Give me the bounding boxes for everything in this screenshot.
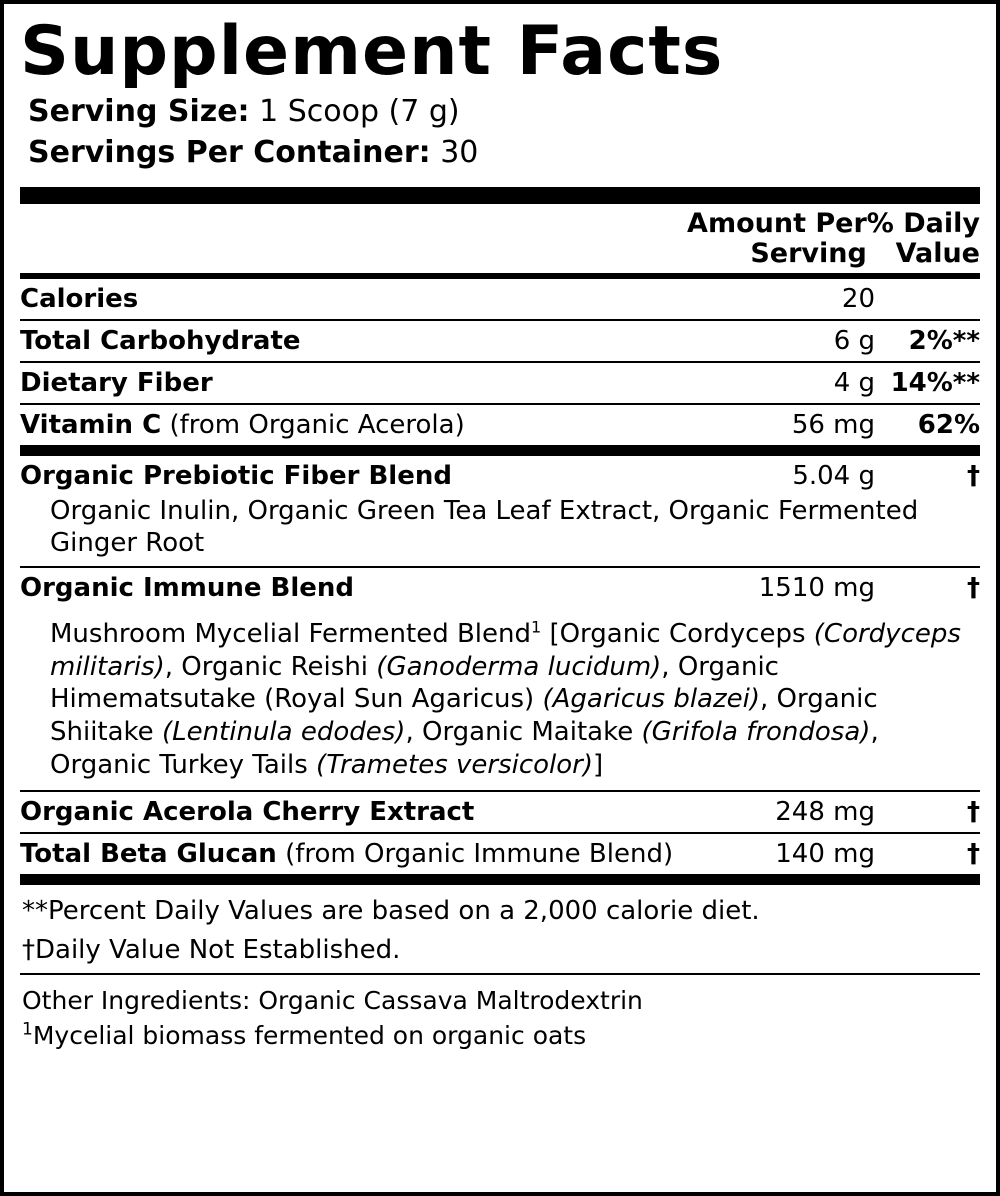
table-row: [20, 405, 980, 445]
row-prebiotic-blend-amount: 5.04 g: [792, 461, 875, 492]
row-total-carbohydrate-amount: 6 g: [833, 326, 875, 357]
servings-per-container-label: Servings Per Container:: [28, 134, 431, 170]
row-dietary-fiber-amount: 4 g: [833, 368, 875, 399]
row-prebiotic-blend-name: Organic Prebiotic Fiber Blend: [20, 461, 452, 492]
divider-thick-blends: [20, 445, 980, 456]
vitamin-c-label: Vitamin C: [20, 410, 162, 441]
header-spacer: [20, 204, 687, 273]
row-immune-blend-name: Organic Immune Blend: [20, 572, 355, 603]
row-acerola-amount: 248 mg: [775, 796, 875, 827]
beta-glucan-source: (from Organic Immune Blend): [285, 838, 674, 869]
beta-glucan-label: Total Beta Glucan: [20, 838, 277, 869]
row-acerola-dv: †: [967, 796, 980, 827]
table-row: [20, 834, 980, 874]
page-title: Supplement Facts: [20, 12, 724, 91]
immune-blend-description: [20, 608, 980, 790]
other-ingredients: Other Ingredients: Organic Cassava Maltrodextrin: [22, 986, 643, 1016]
row-beta-glucan-name: [20, 834, 700, 874]
calories-table: [20, 279, 980, 319]
acerola-table: [20, 792, 980, 832]
serving-size-label: Serving Size:: [28, 94, 250, 129]
header-daily-value: % Daily Value: [866, 208, 980, 269]
vitamin-c-table: [20, 405, 980, 445]
header-amount-per-serving: Amount Per Serving: [687, 208, 867, 269]
servings-per-container-value: 30: [440, 134, 479, 170]
row-total-carbohydrate-name: Total Carbohydrate: [20, 326, 301, 357]
row-calories-dv: [875, 279, 980, 319]
divider-thick-top: [20, 187, 980, 204]
mycelial-note: [20, 1018, 980, 1053]
row-vitamin-c-name: [20, 405, 700, 445]
immune-blend-description-body: [Organic Cordyceps (Cordyceps militaris), Organic Reishi (Ganoderma lucidum), Organic Himematsutake (Royal Sun Agaricus) (Agaricus blazei), Organic Shiitake (Lentinula edodes), Organic Maitake (Grifola frondosa), Organic Turkey Tails (Trametes versicolor)]: [50, 618, 961, 780]
row-immune-blend-dv: †: [967, 572, 980, 603]
row-immune-blend-amount: 1510 mg: [758, 572, 875, 603]
row-beta-glucan-dv: †: [967, 838, 980, 869]
mycelial-note-text: Mycelial biomass fermented on organic oats: [32, 1020, 587, 1050]
row-vitamin-c-dv: 62%: [917, 410, 980, 441]
immune-blend-table: [20, 568, 980, 608]
row-vitamin-c-amount: 56 mg: [791, 410, 875, 441]
serving-size-value: 1 Scoop (7 g): [259, 94, 460, 129]
row-dietary-fiber-dv: 14%**: [890, 368, 980, 399]
row-acerola-name: Organic Acerola Cherry Extract: [20, 796, 475, 827]
row-calories-name: Calories: [20, 284, 139, 315]
mycelial-note-marker: 1: [22, 1019, 33, 1040]
nutrition-table: [20, 204, 980, 273]
beta-glucan-table: [20, 834, 980, 874]
row-beta-glucan-amount: 140 mg: [775, 838, 875, 869]
dietary-fiber-table: [20, 363, 980, 403]
footnote-percent-daily-value: **Percent Daily Values are based on a 2,000 calorie diet.: [22, 895, 760, 926]
divider-thick-footnotes: [20, 874, 980, 885]
serving-size-line: [28, 92, 980, 133]
immune-blend-footnote-marker: 1: [531, 617, 542, 637]
row-prebiotic-blend-dv: †: [967, 461, 980, 492]
prebiotic-blend-table: [20, 456, 980, 496]
table-row: [20, 321, 980, 361]
table-header-row: [20, 204, 980, 273]
prebiotic-blend-description: Organic Inulin, Organic Green Tea Leaf Extract, Organic Fermented Ginger Root: [50, 496, 919, 559]
servings-per-container-line: [28, 133, 980, 174]
carbohydrate-table: [20, 321, 980, 361]
row-dietary-fiber-name: Dietary Fiber: [20, 368, 213, 399]
table-row: [20, 792, 980, 832]
footnote-dagger: †Daily Value Not Established.: [22, 934, 401, 965]
table-row: [20, 279, 980, 319]
row-total-carbohydrate-dv: 2%**: [908, 326, 980, 357]
table-row: [20, 568, 980, 608]
row-calories-amount: 20: [841, 284, 875, 315]
immune-blend-description-prefix: Mushroom Mycelial Fermented Blend: [50, 618, 531, 649]
vitamin-c-source: (from Organic Acerola): [169, 410, 465, 441]
table-row: [20, 363, 980, 403]
table-row: [20, 456, 980, 496]
